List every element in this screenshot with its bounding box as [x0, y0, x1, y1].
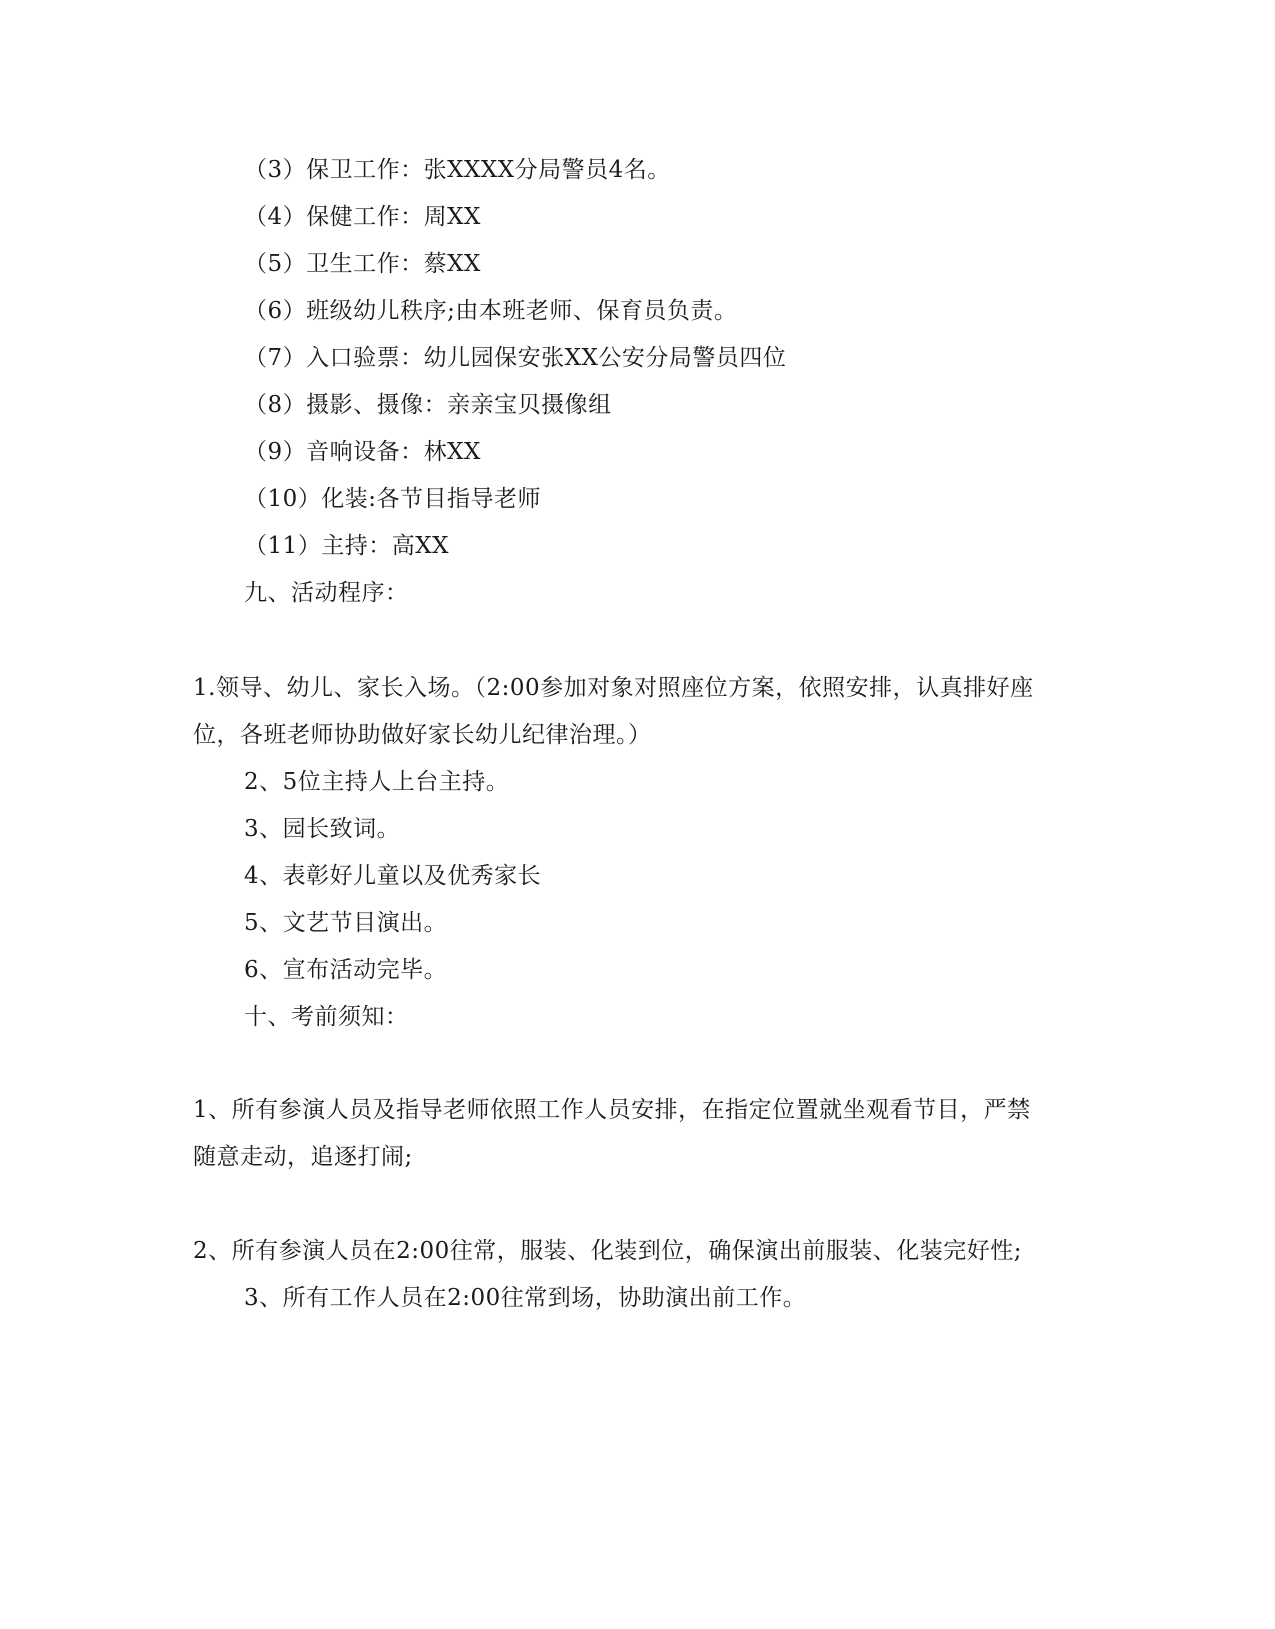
program-item-6: 6、宣布活动完毕。 — [244, 957, 448, 983]
program-item-1-line-1: 1.领导、幼儿、家长入场。（2:00参加对象对照座位方案，依照安排，认真排好座 — [193, 675, 1034, 701]
program-item-5: 5、文艺节目演出。 — [244, 910, 448, 936]
notice-1-line-2: 随意走动，追逐打闹; — [193, 1144, 413, 1170]
staff-item-makeup: （10）化装:各节目指导老师 — [244, 486, 542, 512]
program-item-2: 2、5位主持人上台主持。 — [244, 769, 510, 795]
staff-item-ticket-check: （7）入口验票：幼儿园保安张XX公安分局警员四位 — [244, 345, 787, 371]
notice-2: 2、所有参演人员在2:00往常，服装、化装到位，确保演出前服装、化装完好性; — [193, 1238, 1023, 1264]
program-item-1-line-2: 位，各班老师协助做好家长幼儿纪律治理。） — [193, 722, 652, 748]
staff-item-audio: （9）音响设备：林XX — [244, 439, 481, 465]
staff-item-hygiene: （5）卫生工作：蔡XX — [244, 251, 481, 277]
staff-item-photography: （8）摄影、摄像：亲亲宝贝摄像组 — [244, 392, 612, 418]
program-item-3: 3、园长致词。 — [244, 816, 401, 842]
notice-1-line-1: 1、所有参演人员及指导老师依照工作人员安排，在指定位置就坐观看节目，严禁 — [193, 1097, 1031, 1123]
staff-item-security: （3）保卫工作：张XXXX分局警员4名。 — [244, 157, 671, 183]
section-heading-notice: 十、考前须知： — [244, 1004, 409, 1030]
staff-item-class-order: （6）班级幼儿秩序;由本班老师、保育员负责。 — [244, 298, 738, 324]
staff-item-host: （11）主持：高XX — [244, 533, 450, 559]
notice-3: 3、所有工作人员在2:00往常到场，协助演出前工作。 — [244, 1285, 807, 1311]
section-heading-program: 九、活动程序： — [244, 580, 409, 606]
staff-item-health: （4）保健工作：周XX — [244, 204, 481, 230]
program-item-4: 4、表彰好儿童以及优秀家长 — [244, 863, 542, 889]
